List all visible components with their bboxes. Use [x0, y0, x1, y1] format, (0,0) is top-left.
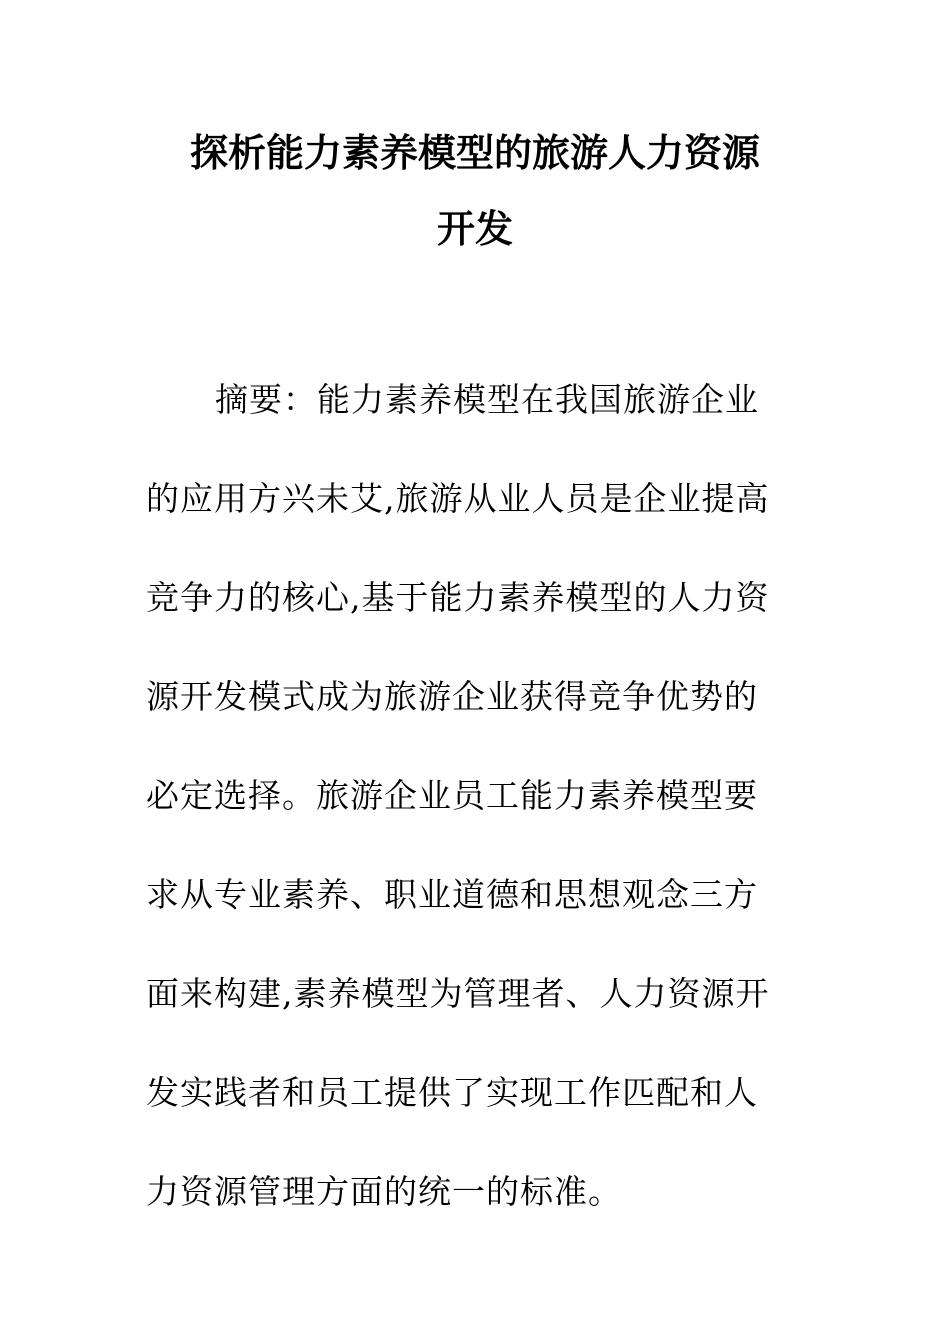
abstract-line-5: 必定选择。旅游企业员工能力素养模型要 — [146, 776, 758, 815]
abstract-line-8: 发实践者和员工提供了实现工作匹配和人 — [146, 1073, 758, 1112]
document-title-line-2: 开发 — [436, 207, 513, 251]
abstract-line-7: 面来构建,素养模型为管理者、人力资源开 — [146, 974, 770, 1013]
document-title-line-1: 探析能力素养模型的旅游人力资源 — [189, 131, 760, 175]
abstract-line-6: 求从专业素养、职业道德和思想观念三方 — [146, 875, 758, 914]
abstract-line-3: 竞争力的核心,基于能力素养模型的人力资 — [146, 578, 770, 617]
abstract-line-4: 源开发模式成为旅游企业获得竞争优势的 — [146, 677, 758, 716]
abstract-line-2: 的应用方兴未艾,旅游从业人员是企业提高 — [146, 479, 770, 518]
abstract-line-1: 摘要：能力素养模型在我国旅游企业 — [215, 380, 759, 419]
abstract-line-9: 力资源管理方面的统一的标准。 — [146, 1172, 622, 1211]
